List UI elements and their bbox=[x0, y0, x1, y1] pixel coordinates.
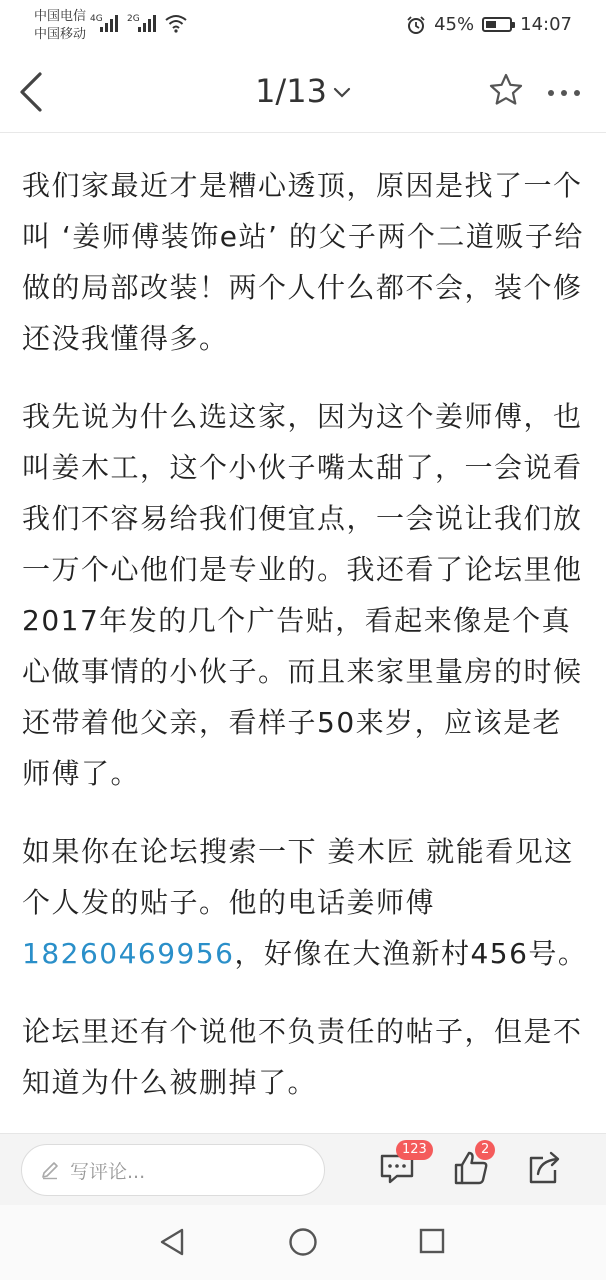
article-body bbox=[22, 160, 588, 1132]
share-icon bbox=[525, 1148, 565, 1188]
triangle-back-icon bbox=[158, 1227, 186, 1257]
paragraph-3-text-before: 如果你在论坛搜索一下 姜木匠 就能看见这个人发的贴子。他的电话姜师傅 bbox=[22, 835, 574, 919]
paragraph-2: 我先说为什么选这家，因为这个姜师傅，也叫姜木工，这个小伙子嘴太甜了，一会说看我们不容易给我们便宜点，一会说让我们放一万个心他们是专业的。我还看了论坛里他2017年发的几个广告贴，看起来像是个真心做事情的小伙子。而且来家里量房的时候还带着他父亲，看样子50来岁，应该是老师傅了。 bbox=[22, 400, 583, 790]
battery-icon bbox=[482, 17, 512, 32]
paragraph-3-text-after: ，好像在大渔新村456号。 bbox=[234, 937, 588, 970]
system-back-button[interactable] bbox=[158, 1227, 186, 1261]
phone-number-link[interactable]: 18260469956 bbox=[22, 937, 235, 970]
comment-input[interactable] bbox=[21, 1144, 325, 1196]
wifi-icon bbox=[164, 13, 188, 33]
battery-fill bbox=[486, 21, 496, 28]
comment-placeholder: 写评论... bbox=[70, 1160, 146, 1183]
network-type-1: 4G bbox=[90, 14, 103, 24]
system-home-button[interactable] bbox=[288, 1227, 318, 1261]
more-options-icon[interactable] bbox=[548, 90, 580, 96]
comment-count-badge: 123 bbox=[396, 1140, 433, 1160]
like-count-badge: 2 bbox=[475, 1140, 495, 1160]
paragraph-4: 论坛里还有个说他不负责任的帖子，但是不知道为什么被删掉了。 bbox=[22, 1015, 583, 1099]
square-recents-icon bbox=[418, 1227, 446, 1255]
battery-percent: 45% bbox=[434, 14, 475, 35]
top-nav-bar bbox=[0, 52, 606, 133]
system-recents-button[interactable] bbox=[418, 1227, 446, 1259]
circle-home-icon bbox=[288, 1227, 318, 1257]
carrier-2: 中国移动 bbox=[34, 27, 87, 42]
chevron-down-icon bbox=[333, 87, 351, 99]
bottom-action-bar bbox=[0, 1133, 606, 1206]
share-button[interactable] bbox=[525, 1148, 565, 1188]
status-bar bbox=[0, 0, 606, 52]
paragraph-3 bbox=[22, 826, 588, 979]
clock: 14:07 bbox=[520, 14, 572, 35]
page-indicator: 1/13 bbox=[255, 72, 327, 110]
carrier-labels bbox=[34, 8, 86, 44]
comments-button[interactable] bbox=[377, 1142, 427, 1188]
favorite-star-icon[interactable] bbox=[488, 72, 524, 108]
like-button[interactable] bbox=[451, 1142, 491, 1188]
paragraph-1: 我们家最近才是糟心透顶，原因是找了一个叫 ‘姜师傅装饰e站’ 的父子两个二道贩子给做的局部改装！两个人什么都不会，装个修还没我懂得多。 bbox=[22, 169, 584, 355]
system-navigation-bar bbox=[0, 1205, 606, 1280]
signal-icon bbox=[100, 14, 118, 32]
carrier-1: 中国电信 bbox=[34, 9, 87, 24]
network-type-2: 2G bbox=[127, 14, 140, 24]
alarm-icon bbox=[406, 15, 426, 35]
signal-icon bbox=[138, 14, 156, 32]
status-right bbox=[406, 14, 572, 35]
pencil-icon bbox=[40, 1160, 60, 1180]
